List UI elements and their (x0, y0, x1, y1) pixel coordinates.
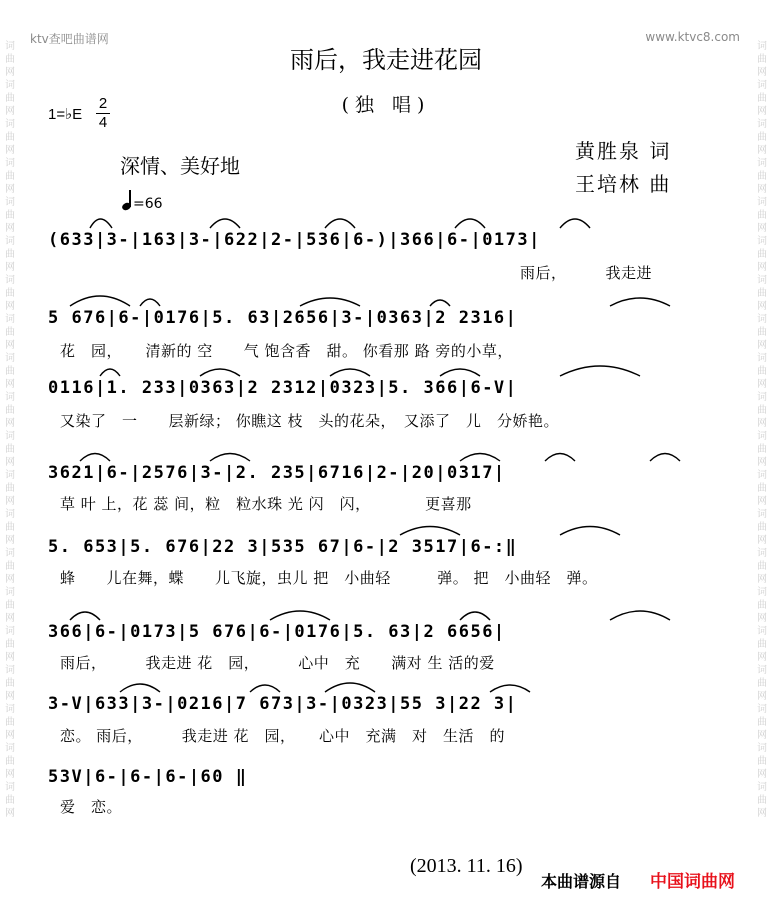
time-signature (96, 96, 110, 131)
lyric-line-7: 恋。 雨后， 我走进 花 园， 心中 充满 对 生活 的 (60, 727, 506, 745)
meter-bottom: 4 (98, 114, 108, 131)
side-watermark-left: 词曲网词曲网词曲网词曲网词曲网词曲网词曲网词曲网词曲网词曲网词曲网词曲网词曲网词曲网词曲网词曲网词曲网词曲网词曲网词曲网 (5, 41, 15, 819)
notation-line-3: 0116|1. 233|0363|2 2312|0323|5. 366|6-V| (48, 378, 518, 398)
lyric-line-1: 雨后， 我走进 (520, 264, 653, 282)
song-title: 雨后，我走进花园 (290, 46, 482, 74)
tempo-value: =66 (133, 196, 163, 212)
side-watermark-right: 词曲网词曲网词曲网词曲网词曲网词曲网词曲网词曲网词曲网词曲网词曲网词曲网词曲网词曲网词曲网词曲网词曲网词曲网词曲网词曲网 (757, 41, 767, 819)
lyricist-credit: 黄胜泉 词 (575, 139, 672, 163)
lyric-line-2: 花 园， 清新的 空 气 饱含香 甜。 你看那 路 旁的小草， (60, 342, 513, 360)
notation-line-7: 3-V|633|3-|0216|7 673|3-|0323|55 3|22 3| (48, 694, 518, 714)
meter-top: 2 (98, 95, 108, 112)
lyric-line-5: 蜂 儿在舞，蝶 儿飞旋，虫儿 把 小曲轻 弹。 把 小曲轻 弹。 (60, 569, 598, 587)
watermark-site-left: ktv查吧曲谱网 (30, 32, 109, 46)
watermark-site-right: www.ktvc8.com (645, 30, 740, 44)
notation-line-8: 53V|6-|6-|6-|60 ‖ (48, 767, 248, 787)
composer-credit: 王培林 曲 (575, 172, 672, 196)
source-site-link[interactable]: 中国词曲网 (650, 872, 735, 892)
notation-line-6: 366|6-|0173|5 676|6-|0176|5. 63|2 6656| (48, 622, 506, 642)
song-subtitle: (独 唱) (341, 94, 431, 116)
notation-line-5: 5. 653|5. 676|22 3|535 67|6-|2 3517|6-:‖ (48, 537, 518, 557)
notation-line-4: 3621|6-|2576|3-|2. 235|6716|2-|20|0317| (48, 463, 506, 483)
lyric-line-4: 草 叶 上，花 蕊 间，粒 粒水珠 光 闪 闪， 更喜那 (60, 495, 472, 513)
notation-line-1: (633|3-|163|3-|622|2-|536|6-)|366|6-|0173| (48, 230, 541, 250)
score-date: (2013. 11. 16) (410, 855, 523, 877)
lyric-line-3: 又染了 一 层新绿； 你瞧这 枝 头的花朵， 又添了 儿 分娇艳。 (60, 412, 560, 430)
lyric-line-6: 雨后， 我走进 花 园， 心中 充 满对 生 活的爱 (60, 654, 495, 672)
expression-mark: 深情、美好地 (120, 154, 240, 178)
key-signature: 1=♭E (48, 106, 83, 123)
notation-line-2: 5 676|6-|0176|5. 63|2656|3-|0363|2 2316| (48, 308, 518, 328)
lyric-line-8: 爱 恋。 (60, 798, 123, 816)
tempo-mark (122, 190, 163, 212)
source-label: 本曲谱源自 (541, 872, 622, 891)
